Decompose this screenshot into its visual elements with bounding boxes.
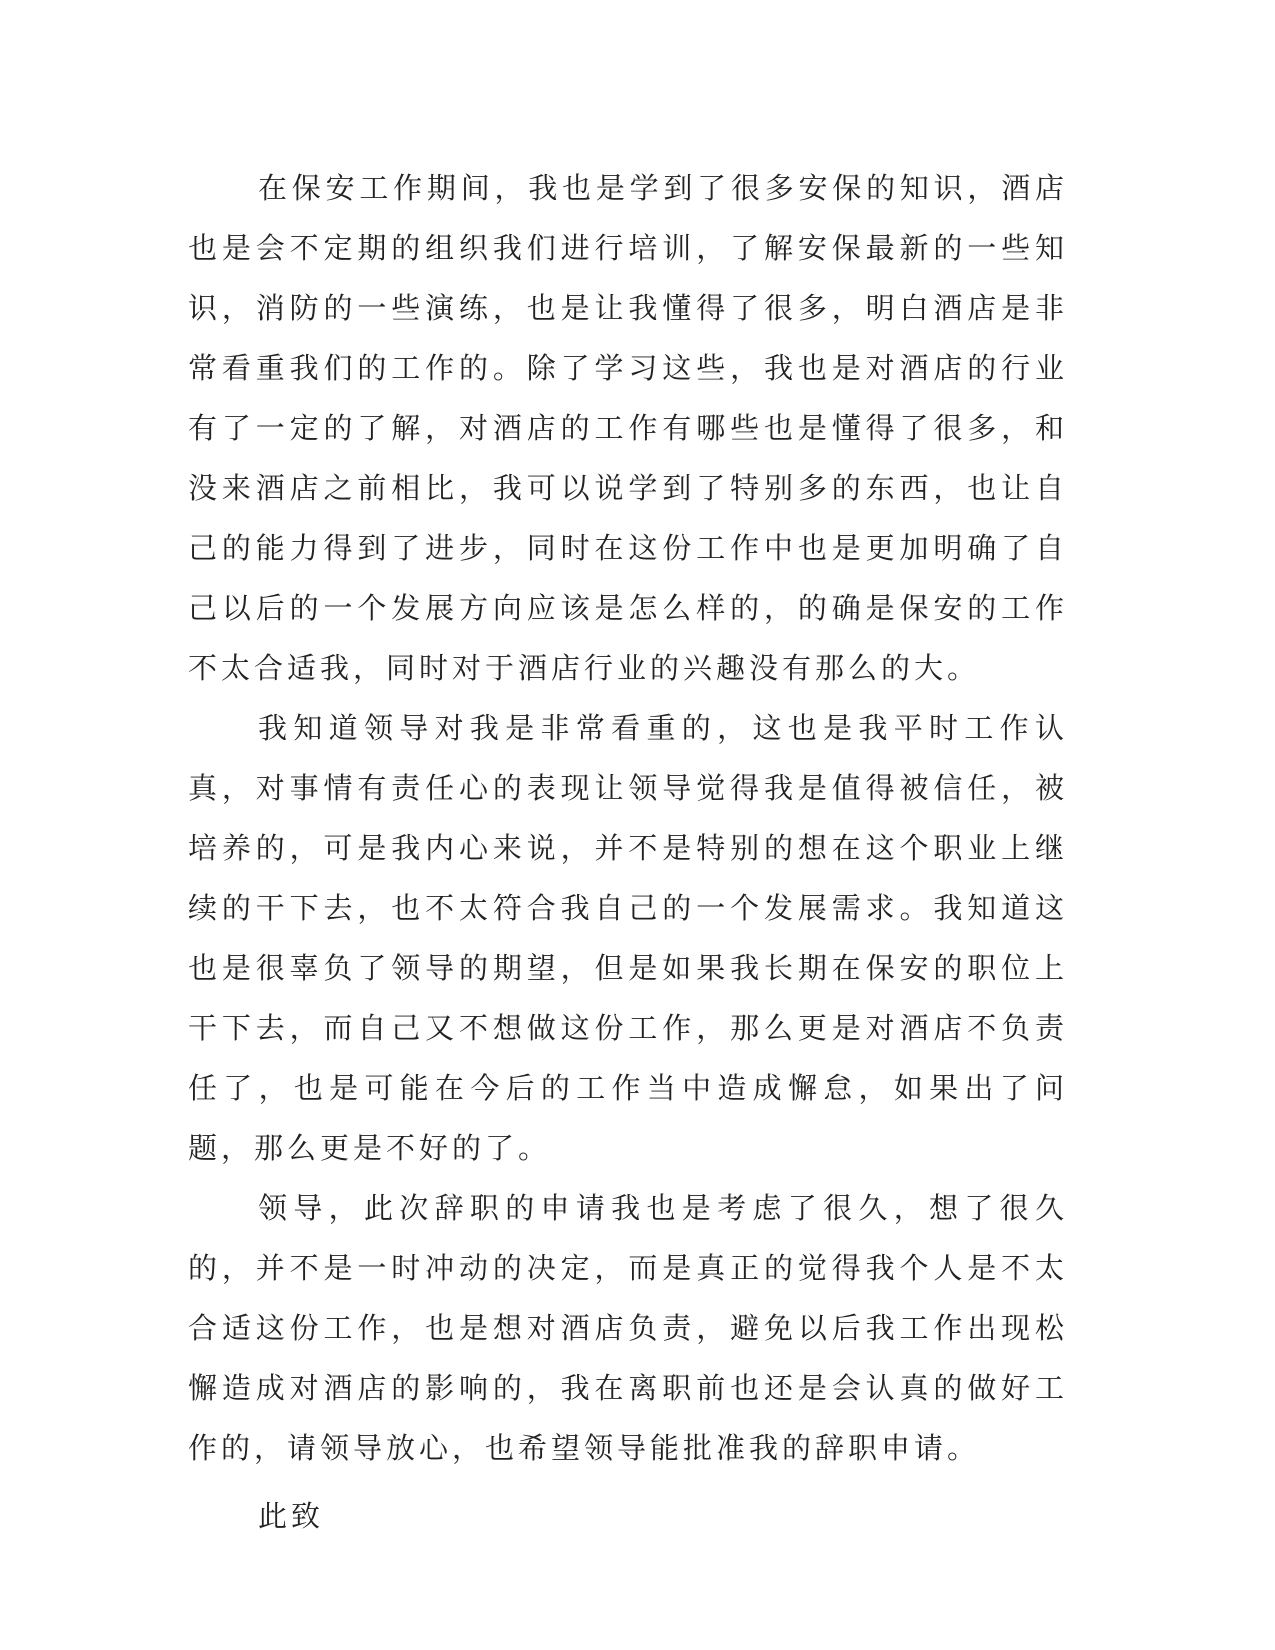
letter-body [188, 158, 1068, 1546]
paragraph-1: 在保安工作期间，我也是学到了很多安保的知识，酒店也是会不定期的组织我们进行培训，了解安保最新的一些知识，消防的一些演练，也是让我懂得了很多，明白酒店是非常看重我们的工作的。除了学习这些，我也是对酒店的行业有了一定的了解，对酒店的工作有哪些也是懂得了很多，和没来酒店之前相比，我可以说学到了特别多的东西，也让自己的能力得到了进步，同时在这份工作中也是更加明确了自己以后的一个发展方向应该是怎么样的，的确是保安的工作不太合适我，同时对于酒店行业的兴趣没有那么的大。 [188, 171, 1068, 685]
paragraph-3: 领导，此次辞职的申请我也是考虑了很久，想了很久的，并不是一时冲动的决定，而是真正的觉得我个人是不太合适这份工作，也是想对酒店负责，避免以后我工作出现松懈造成对酒店的影响的，我在离职前也还是会认真的做好工作的，请领导放心，也希望领导能批准我的辞职申请。 [188, 1191, 1068, 1465]
paragraph-2: 我知道领导对我是非常看重的，这也是我平时工作认真，对事情有责任心的表现让领导觉得我是值得被信任，被培养的，可是我内心来说，并不是特别的想在这个职业上继续的干下去，也不太符合我自己的一个发展需求。我知道这也是很辜负了领导的期望，但是如果我长期在保安的职位上干下去，而自己又不想做这份工作，那么更是对酒店不负责任了，也是可能在今后的工作当中造成懈怠，如果出了问题，那么更是不好的了。 [188, 711, 1068, 1165]
closing-salutation: 此致 [258, 1499, 325, 1533]
